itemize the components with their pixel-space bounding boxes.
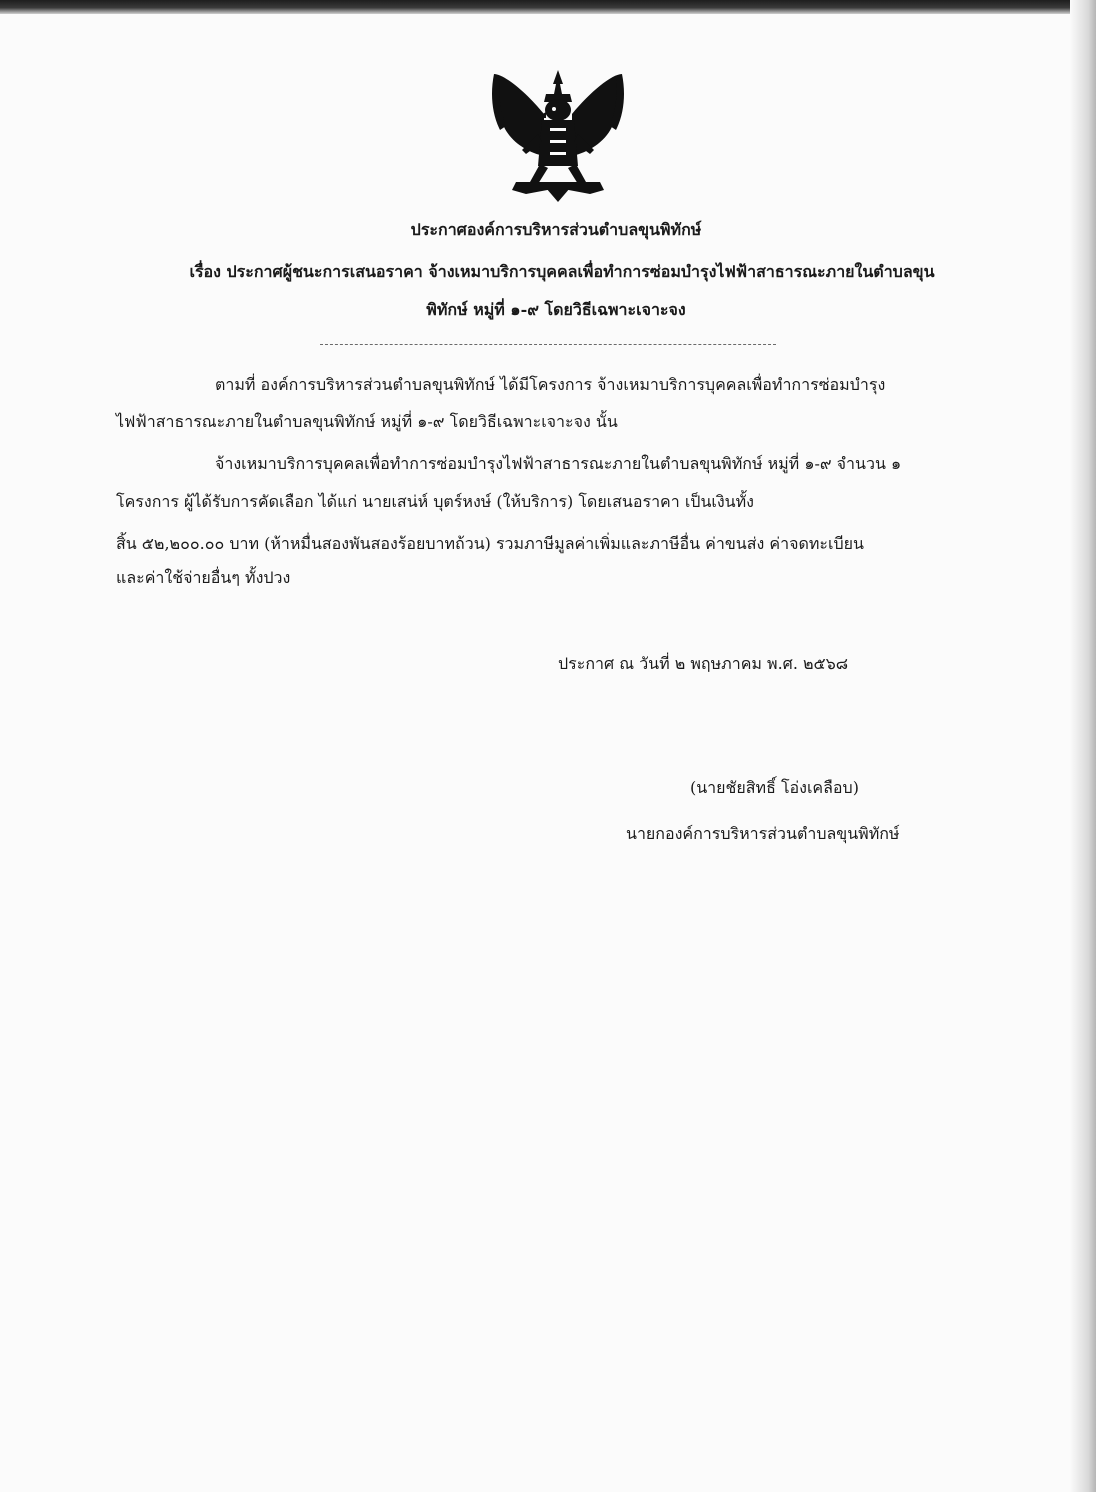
body-paragraph-2-line-1: จ้างเหมาบริการบุคคลเพื่อทำการซ่อมบำรุงไฟฟ้าสาธารณะภายในตำบลขุนพิทักษ์ หมู่ที่ ๑-๙ จำนวน ๑ [215, 454, 902, 473]
scan-top-edge [0, 0, 1096, 14]
signer-title: นายกองค์การบริหารส่วนตำบลขุนพิทักษ์ [626, 824, 900, 843]
subject-line-2: พิทักษ์ หมู่ที่ ๑-๙ โดยวิธีเฉพาะเจาะจง [426, 300, 686, 319]
body-paragraph-1-line-2: ไฟฟ้าสาธารณะภายในตำบลขุนพิทักษ์ หมู่ที่ ๑-๙ โดยวิธีเฉพาะเจาะจง นั้น [116, 412, 618, 431]
garuda-emblem [486, 64, 630, 204]
divider-rule [320, 344, 776, 345]
announce-date: ประกาศ ณ วันที่ ๒ พฤษภาคม พ.ศ. ๒๕๖๘ [558, 654, 849, 673]
signer-name: (นายชัยสิทธิ์ โอ่งเคลือบ) [690, 778, 859, 797]
body-paragraph-2-line-4: และค่าใช้จ่ายอื่นๆ ทั้งปวง [116, 568, 291, 587]
body-paragraph-1-line-1: ตามที่ องค์การบริหารส่วนตำบลขุนพิทักษ์ ได้มีโครงการ จ้างเหมาบริการบุคคลเพื่อทำการซ่อมบำรุง [215, 375, 886, 394]
body-paragraph-2-line-2: โครงการ ผู้ได้รับการคัดเลือก ได้แก่ นายเสน่ห์ บุตร์หงษ์ (ให้บริการ) โดยเสนอราคา เป็นเงินทั้ง [116, 492, 754, 511]
announcement-title: ประกาศองค์การบริหารส่วนตำบลขุนพิทักษ์ [410, 220, 702, 239]
subject-line-1: เรื่อง ประกาศผู้ชนะการเสนอราคา จ้างเหมาบริการบุคคลเพื่อทำการซ่อมบำรุงไฟฟ้าสาธารณะภายในตำบลขุน [189, 262, 935, 281]
body-paragraph-2-line-3: สิ้น ๕๒,๒๐๐.๐๐ บาท (ห้าหมื่นสองพันสองร้อยบาทถ้วน) รวมภาษีมูลค่าเพิ่มและภาษีอื่น ค่าขนส่ง ค่าจดทะเบียน [116, 534, 864, 553]
